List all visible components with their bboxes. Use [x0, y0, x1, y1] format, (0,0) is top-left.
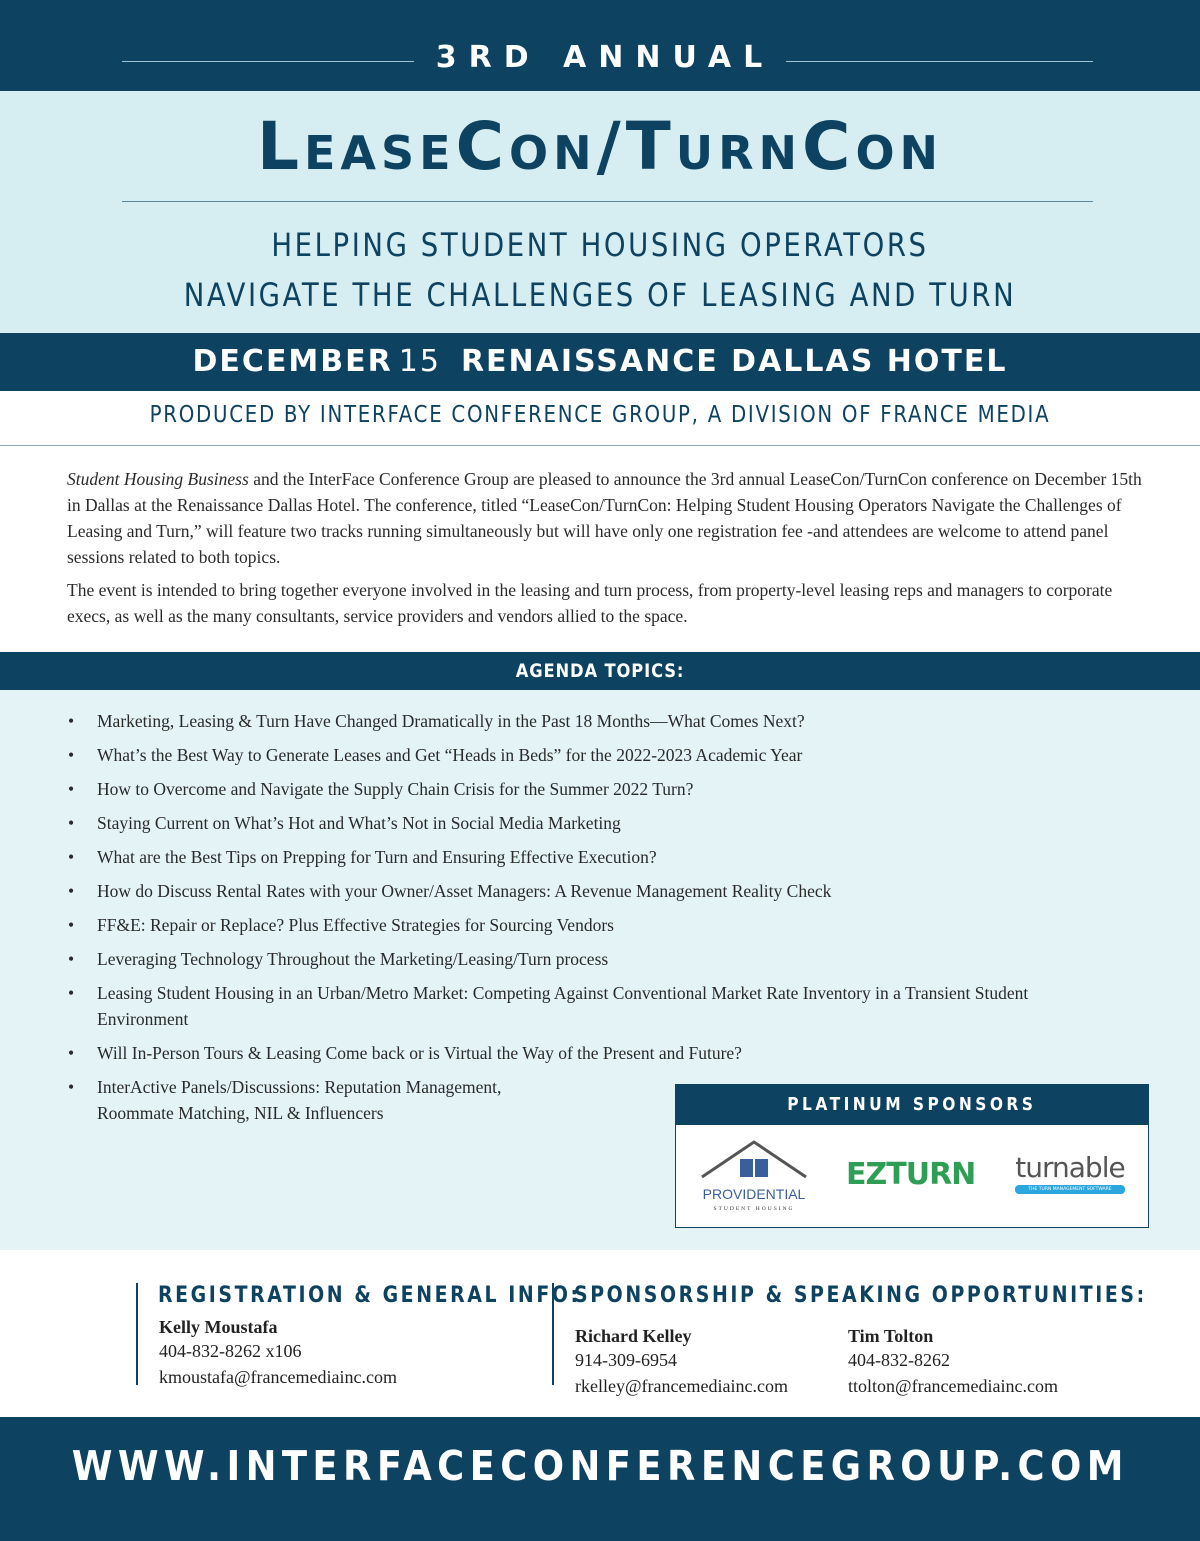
bullet-icon: •: [68, 949, 75, 969]
agenda-item: [68, 708, 1068, 734]
platinum-sponsors-box: [675, 1084, 1149, 1228]
bullet-icon: •: [68, 881, 75, 901]
person-phone: 914-309-6954: [575, 1350, 677, 1370]
person-name: Richard Kelley: [575, 1326, 692, 1346]
agenda-item-text: How do Discuss Rental Rates with your Owner/Asset Managers: A Revenue Management Reality Check: [97, 881, 832, 901]
turnable-wordmark: turnable: [1015, 1151, 1125, 1184]
event-day: 15: [398, 344, 441, 379]
produced-divider: [0, 445, 1200, 446]
agenda-list: [68, 708, 1068, 1134]
registration-email[interactable]: kmoustafa@francemediainc.com: [159, 1367, 397, 1387]
event-month: DECEMBER: [192, 344, 393, 379]
bullet-icon: •: [68, 915, 75, 935]
page-title: LeaseCon/TurnCon: [256, 108, 944, 185]
sponsorship-contact: [552, 1283, 1147, 1396]
agenda-heading: AGENDA TOPICS:: [0, 652, 1200, 690]
event-venue: RENAISSANCE DALLAS HOTEL: [460, 344, 1008, 379]
sponsorship-person-1: [575, 1317, 788, 1399]
turnable-logo: [1009, 1153, 1131, 1194]
subtitle-line-2: NAVIGATE THE CHALLENGES OF LEASING AND TURN: [183, 276, 1017, 314]
agenda-item-text: Will In-Person Tours & Leasing Come back or is Virtual the Way of the Present and Future?: [97, 1043, 742, 1063]
bullet-icon: •: [68, 983, 75, 1003]
agenda-item: [68, 1040, 1068, 1066]
turnable-tagline: THE TURN MANAGEMENT SOFTWARE: [1015, 1185, 1125, 1194]
agenda-item: [68, 1074, 567, 1126]
person-phone: 404-832-8262: [848, 1350, 950, 1370]
agenda-item: [68, 844, 1068, 870]
subtitle-line-1: HELPING STUDENT HOUSING OPERATORS: [271, 226, 929, 264]
agenda-item: [68, 946, 1068, 972]
sponsorship-title: SPONSORSHIP & SPEAKING OPPORTUNITIES:: [574, 1283, 1147, 1308]
providential-wordmark: PROVIDENTIAL: [702, 1186, 806, 1202]
annual-label: 3RD ANNUAL: [0, 40, 1200, 75]
agenda-item: [68, 810, 1068, 836]
bullet-icon: •: [68, 847, 75, 867]
produced-by: PRODUCED BY INTERFACE CONFERENCE GROUP, A DIVISION OF FRANCE MEDIA: [149, 402, 1051, 428]
agenda-item: [68, 742, 1068, 768]
agenda-item-text: What are the Best Tips on Prepping for Turn and Ensuring Effective Execution?: [97, 847, 657, 867]
agenda-item: [68, 776, 1068, 802]
registration-contact: [136, 1283, 581, 1387]
agenda-item-text: How to Overcome and Navigate the Supply Chain Crisis for the Summer 2022 Turn?: [97, 779, 694, 799]
publication-name: Student Housing Business: [67, 469, 249, 489]
agenda-item-text: Leasing Student Housing in an Urban/Metro Market: Competing Against Conventional Market Rate Inventory in a Transient Student Environment: [97, 983, 1029, 1029]
agenda-item-text: Leveraging Technology Throughout the Marketing/Leasing/Turn process: [97, 949, 609, 969]
agenda-item-text: What’s the Best Way to Generate Leases and Get “Heads in Beds” for the 2022-2023 Academic Year: [97, 745, 803, 765]
agenda-item: [68, 912, 1068, 938]
title-divider: [122, 201, 1093, 202]
website-link[interactable]: WWW.INTERFACECONFERENCEGROUP.COM: [71, 1442, 1129, 1490]
date-venue-band: [0, 333, 1200, 391]
bullet-icon: •: [68, 813, 75, 833]
agenda-item-text: FF&E: Repair or Replace? Plus Effective Strategies for Sourcing Vendors: [97, 915, 614, 935]
bullet-icon: •: [68, 779, 75, 799]
providential-sub: STUDENT HOUSING: [713, 1206, 795, 1212]
ezturn-wordmark: EZTURN: [846, 1157, 976, 1192]
bullet-icon: •: [68, 745, 75, 765]
intro-paragraph-2: The event is intended to bring together everyone involved in the leasing and turn process, from property-level leasing reps and managers to corporate execs, as well as the many consultants, service providers and vendors allied to the space.: [67, 580, 1113, 626]
sponsorship-person-2: [848, 1317, 1058, 1399]
providential-logo: [698, 1139, 810, 1219]
sponsors-heading: PLATINUM SPONSORS: [676, 1085, 1148, 1125]
bullet-icon: •: [68, 1043, 75, 1063]
intro-paragraph-1: Student Housing Business and the InterFace Conference Group are pleased to announce the 3rd annual LeaseCon/TurnCon conference on December 15th in Dallas at the Renaissance Dallas Hotel. The conference, titled “LeaseCon/TurnCon: Helping Student Housing Operators Navigate the Challenges of Leasing and Turn,” will feature two tracks running simultaneously but will have only one registration fee -and attendees are welcome to attend panel sessions related to both topics.: [67, 469, 1142, 567]
agenda-item: [68, 980, 1068, 1032]
footer-band: [0, 1417, 1200, 1541]
registration-name: Kelly Moustafa: [159, 1317, 278, 1337]
agenda-item-text: Staying Current on What’s Hot and What’s Not in Social Media Marketing: [97, 813, 621, 833]
registration-title: REGISTRATION & GENERAL INFO:: [158, 1283, 581, 1308]
bullet-icon: •: [68, 1077, 75, 1097]
person-name: Tim Tolton: [848, 1326, 934, 1346]
agenda-item-text: Marketing, Leasing & Turn Have Changed Dramatically in the Past 18 Months—What Comes Next?: [97, 711, 805, 731]
house-roof-icon: [698, 1139, 810, 1219]
agenda-item: [68, 878, 1068, 904]
person-email[interactable]: ttolton@francemediainc.com: [848, 1376, 1058, 1396]
ezturn-logo: [846, 1157, 975, 1192]
person-email[interactable]: rkelley@francemediainc.com: [575, 1376, 788, 1396]
agenda-item-text: InterActive Panels/Discussions: Reputation Management, Roommate Matching, NIL & Influencers: [97, 1077, 502, 1123]
intro-text: [67, 466, 1157, 636]
bullet-icon: •: [68, 711, 75, 731]
registration-phone: 404-832-8262 x106: [159, 1341, 302, 1361]
